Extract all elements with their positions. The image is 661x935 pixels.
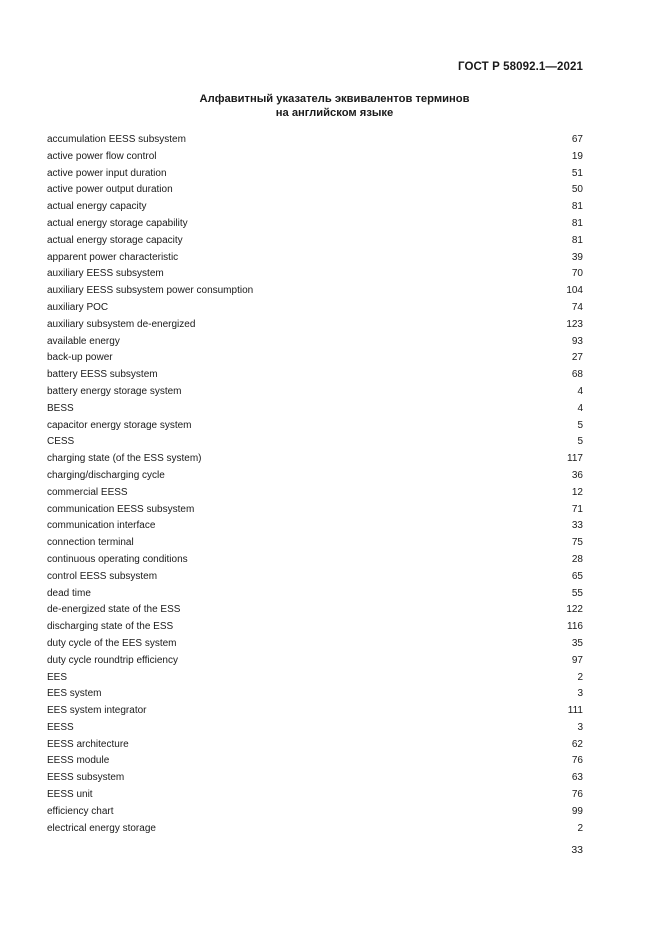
index-term: auxiliary EESS subsystem power consumption	[47, 285, 254, 297]
index-entry	[47, 401, 583, 418]
index-entry	[47, 418, 583, 435]
index-entry	[47, 266, 583, 283]
index-entry	[47, 619, 583, 636]
index-term: discharging state of the ESS	[47, 621, 174, 633]
index-entry	[47, 250, 583, 267]
index-entry	[47, 720, 583, 737]
index-page-ref: 68	[571, 369, 583, 381]
index-term: EES	[47, 671, 68, 683]
index-page-ref: 4	[577, 385, 583, 397]
index-entry	[47, 182, 583, 199]
index-term: battery energy storage system	[47, 385, 182, 397]
index-term: EESS architecture	[47, 738, 129, 750]
index-entry	[47, 686, 583, 703]
index-entry	[47, 149, 583, 166]
index-page-ref: 55	[571, 587, 583, 599]
index-page-ref: 27	[571, 352, 583, 364]
index-term: actual energy storage capacity	[47, 234, 183, 246]
index-page-ref: 76	[571, 789, 583, 801]
index-page-ref: 35	[571, 637, 583, 649]
index-page-ref: 97	[571, 654, 583, 666]
index-term: actual energy storage capability	[47, 217, 188, 229]
index-page-ref: 5	[577, 419, 583, 431]
index-entry	[47, 636, 583, 653]
index-entry	[47, 334, 583, 351]
index-term: EESS subsystem	[47, 772, 125, 784]
index-term: de-energized state of the ESS	[47, 604, 181, 616]
index-page-ref: 51	[571, 167, 583, 179]
index-page-ref: 99	[571, 805, 583, 817]
index-page-ref: 4	[577, 402, 583, 414]
index-page-ref: 5	[577, 436, 583, 448]
index-page-ref: 104	[566, 285, 583, 297]
index-term: efficiency chart	[47, 805, 114, 817]
index-page-ref: 12	[571, 486, 583, 498]
index-page-ref: 19	[571, 150, 583, 162]
index-page-ref: 2	[577, 822, 583, 834]
index-term: charging state (of the ESS system)	[47, 453, 202, 465]
index-term: back-up power	[47, 352, 113, 364]
index-term: electrical energy storage	[47, 822, 156, 834]
index-page-ref: 81	[571, 217, 583, 229]
index-page-ref: 3	[577, 721, 583, 733]
term-index-list	[47, 132, 583, 837]
index-term: active power input duration	[47, 167, 167, 179]
index-entry	[47, 770, 583, 787]
index-entry	[47, 602, 583, 619]
index-entry	[47, 787, 583, 804]
index-term: available energy	[47, 335, 120, 347]
index-entry	[47, 586, 583, 603]
index-term: auxiliary EESS subsystem	[47, 268, 164, 280]
index-term: EESS	[47, 721, 74, 733]
index-entry	[47, 569, 583, 586]
index-entry	[47, 552, 583, 569]
index-term: capacitor energy storage system	[47, 419, 192, 431]
heading-line-1: Алфавитный указатель эквивалентов терминов	[199, 93, 470, 105]
index-entry	[47, 384, 583, 401]
index-term: communication interface	[47, 520, 156, 532]
index-entry	[47, 317, 583, 334]
index-term: charging/discharging cycle	[47, 469, 165, 481]
index-entry	[47, 350, 583, 367]
index-entry	[47, 753, 583, 770]
index-entry	[47, 367, 583, 384]
index-entry	[47, 468, 583, 485]
index-page-ref: 67	[571, 134, 583, 145]
index-term: EESS unit	[47, 789, 93, 801]
index-entry	[47, 804, 583, 821]
index-page-ref: 36	[571, 469, 583, 481]
index-entry	[47, 300, 583, 317]
index-page-ref: 33	[571, 520, 583, 532]
index-entry	[47, 283, 583, 300]
index-page-ref: 81	[571, 234, 583, 246]
index-term: control EESS subsystem	[47, 570, 158, 582]
index-page-ref: 71	[571, 503, 583, 515]
index-term: connection terminal	[47, 537, 134, 549]
index-page-ref: 2	[577, 671, 583, 683]
index-term: EESS module	[47, 755, 110, 767]
index-entry	[47, 821, 583, 838]
index-term: continuous operating conditions	[47, 553, 188, 565]
index-page-ref: 65	[571, 570, 583, 582]
index-entry	[47, 485, 583, 502]
index-heading	[0, 93, 661, 120]
index-term: dead time	[47, 587, 91, 599]
index-entry	[47, 703, 583, 720]
index-page-ref: 70	[571, 268, 583, 280]
index-entry	[47, 502, 583, 519]
page-number: 33	[571, 844, 583, 856]
document-code: ГОСТ Р 58092.1—2021	[458, 61, 583, 73]
index-entry	[47, 535, 583, 552]
index-page-ref: 123	[566, 318, 583, 330]
index-page-ref: 75	[571, 537, 583, 549]
index-term: EES system	[47, 688, 102, 700]
index-term: battery EESS subsystem	[47, 369, 158, 381]
index-page-ref: 81	[571, 201, 583, 213]
index-entry	[47, 434, 583, 451]
index-page-ref: 117	[567, 453, 583, 465]
index-page-ref: 93	[571, 335, 583, 347]
index-page-ref: 28	[571, 553, 583, 565]
index-term: auxiliary subsystem de-energized	[47, 318, 196, 330]
index-entry	[47, 166, 583, 183]
index-entry	[47, 653, 583, 670]
index-entry	[47, 518, 583, 535]
index-page-ref: 39	[571, 251, 583, 263]
index-term: duty cycle roundtrip efficiency	[47, 654, 178, 666]
index-term: auxiliary POC	[47, 301, 109, 313]
index-term: active power flow control	[47, 150, 157, 162]
index-entry	[47, 233, 583, 250]
index-term: apparent power characteristic	[47, 251, 179, 263]
index-page-ref: 74	[571, 301, 583, 313]
index-entry	[47, 670, 583, 687]
index-entry	[47, 216, 583, 233]
index-page-ref: 116	[567, 621, 583, 633]
index-page-ref: 76	[571, 755, 583, 767]
index-page-ref: 63	[571, 772, 583, 784]
index-page-ref: 3	[577, 688, 583, 700]
index-term: CESS	[47, 436, 75, 448]
index-entry	[47, 451, 583, 468]
index-term: BESS	[47, 402, 74, 414]
index-term: actual energy capacity	[47, 201, 147, 213]
index-term: communication EESS subsystem	[47, 503, 195, 515]
index-page-ref: 50	[571, 184, 583, 196]
heading-line-2: на английском языке	[275, 106, 394, 119]
index-page-ref: 122	[566, 604, 583, 616]
index-term: commercial EESS	[47, 486, 128, 498]
index-page-ref: 62	[571, 738, 583, 750]
index-entry	[47, 737, 583, 754]
index-page-ref: 111	[567, 705, 583, 717]
index-term: EES system integrator	[47, 705, 147, 717]
index-term: duty cycle of the EES system	[47, 637, 177, 649]
index-entry	[47, 199, 583, 216]
index-entry	[47, 132, 583, 149]
index-term: accumulation EESS subsystem	[47, 134, 186, 145]
index-term: active power output duration	[47, 184, 173, 196]
